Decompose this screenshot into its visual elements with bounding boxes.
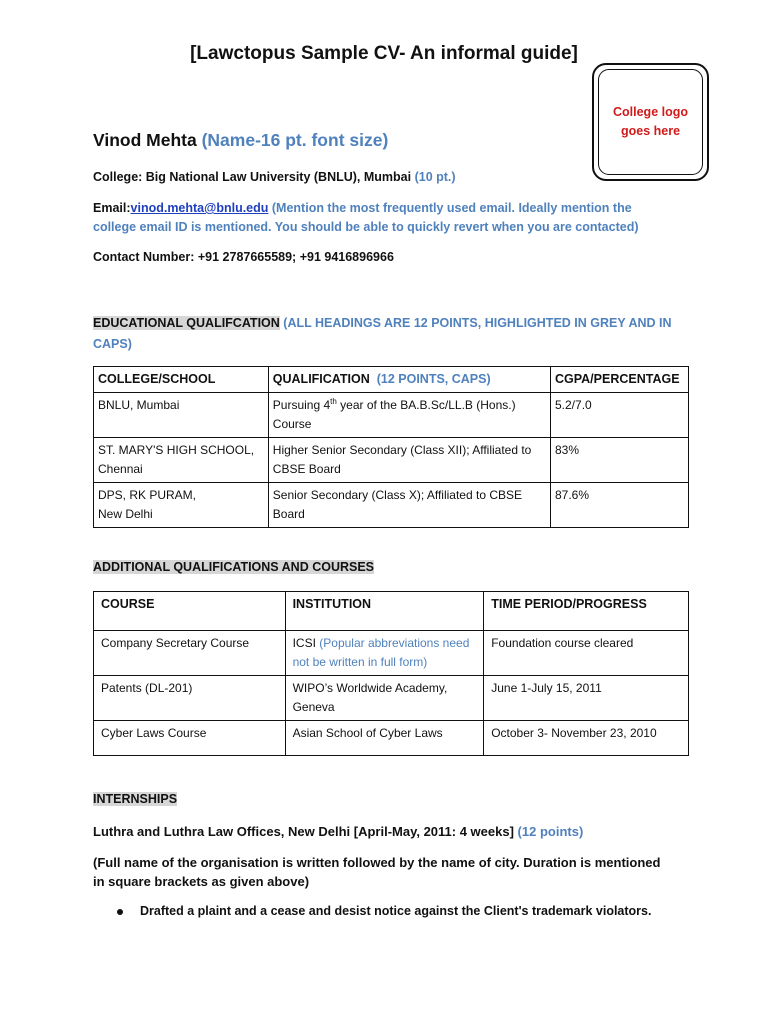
education-heading-line	[93, 313, 673, 355]
school-cell: ST. MARY'S HIGH SCHOOL, Chennai	[94, 438, 269, 483]
additional-heading-line	[93, 558, 374, 577]
education-heading: EDUCATIONAL QUALIFCATION	[93, 316, 280, 330]
school-line-1: DPS, RK PURAM,	[98, 488, 197, 502]
internship-entry	[93, 822, 583, 841]
header-cgpa: CGPA/PERCENTAGE	[551, 367, 689, 393]
header-institution: INSTITUTION	[285, 592, 484, 631]
score-cell: 87.6%	[551, 483, 689, 528]
internships-heading-line	[93, 790, 177, 809]
header-course: COURSE	[94, 592, 286, 631]
table-row	[94, 631, 689, 676]
qual-superscript: th	[330, 397, 337, 406]
course-cell: Company Secretary Course	[94, 631, 286, 676]
table-header-row	[94, 367, 689, 393]
education-table	[93, 366, 689, 528]
institution-note: (Popular abbreviations need not be written in full form)	[292, 636, 470, 669]
candidate-name	[93, 130, 388, 151]
bullet-point-icon	[117, 909, 123, 915]
email-note: (Mention the most frequently used email. Ideally mention the college email ID is mentioned. You should be able to quickly revert when you are contacted)	[93, 201, 639, 234]
institution-name: ICSI	[292, 636, 316, 650]
header-qualification-label: QUALIFICATION	[272, 372, 370, 386]
logo-line-1: College logo	[613, 105, 688, 119]
logo-line-2: goes here	[620, 124, 681, 138]
table-row	[94, 676, 689, 721]
table-row	[94, 393, 689, 438]
email-label: Email:	[93, 201, 131, 215]
qualification-cell	[268, 393, 550, 438]
score-cell: 83%	[551, 438, 689, 483]
contact-line: Contact Number: +91 2787665589; +91 9416896966	[93, 250, 394, 264]
education-heading-note: (ALL HEADINGS ARE 12 POINTS, HIGHLIGHTED IN GREY AND IN CAPS)	[93, 316, 672, 351]
course-cell: Patents (DL-201)	[94, 676, 286, 721]
name-text: Vinod Mehta	[93, 130, 197, 150]
course-cell: Cyber Laws Course	[94, 721, 286, 756]
name-note: (Name-16 pt. font size)	[201, 130, 389, 150]
qualification-cell: Higher Senior Secondary (Class XII); Affiliated to CBSE Board	[268, 438, 550, 483]
additional-table	[93, 591, 689, 756]
header-qualification-note: (12 POINTS, CAPS)	[376, 372, 491, 386]
college-logo-placeholder	[592, 63, 709, 181]
document-title: [Lawctopus Sample CV- An informal guide]	[190, 43, 578, 64]
school-line-2: New Delhi	[98, 507, 153, 521]
qual-text-post: year of the BA.B.Sc/LL.B (Hons.) Course	[272, 398, 516, 431]
score-cell: 5.2/7.0	[551, 393, 689, 438]
header-qualification	[268, 367, 550, 393]
institution-cell: WIPO’s Worldwide Academy, Geneva	[285, 676, 484, 721]
college-note: (10 pt.)	[414, 170, 456, 184]
internships-heading: INTERNSHIPS	[93, 792, 178, 806]
institution-cell	[285, 631, 484, 676]
period-cell: October 3- November 23, 2010	[484, 721, 689, 756]
header-time-period: TIME PERIOD/PROGRESS	[484, 592, 689, 631]
header-college-school: COLLEGE/SCHOOL	[94, 367, 269, 393]
college-line	[93, 168, 456, 187]
table-header-row	[94, 592, 689, 631]
internship-bullet-text: Drafted a plaint and a cease and desist notice against the Client's trademark violators.	[140, 904, 652, 918]
email-link[interactable]: vinod.mehta@bnlu.edu	[130, 201, 269, 215]
additional-heading: ADDITIONAL QUALIFICATIONS AND COURSES	[93, 560, 375, 574]
college-text: College: Big National Law University (BNLU), Mumbai	[93, 170, 412, 184]
institution-cell: Asian School of Cyber Laws	[285, 721, 484, 756]
school-cell	[94, 483, 269, 528]
period-cell: June 1-July 15, 2011	[484, 676, 689, 721]
period-cell: Foundation course cleared	[484, 631, 689, 676]
table-row	[94, 438, 689, 483]
email-line	[93, 199, 673, 237]
internship-note: (Full name of the organisation is written followed by the name of city. Duration is mentioned in square brackets as given above)	[93, 855, 661, 889]
internship-entry-text: Luthra and Luthra Law Offices, New Delhi [April-May, 2011: 4 weeks]	[93, 824, 514, 839]
school-cell: BNLU, Mumbai	[94, 393, 269, 438]
table-row	[94, 483, 689, 528]
internship-entry-note: (12 points)	[517, 824, 584, 839]
table-row	[94, 721, 689, 756]
logo-placeholder-text	[594, 103, 707, 141]
qualification-cell: Senior Secondary (Class X); Affiliated to CBSE Board	[268, 483, 550, 528]
qual-text-pre: Pursuing 4	[272, 398, 331, 412]
